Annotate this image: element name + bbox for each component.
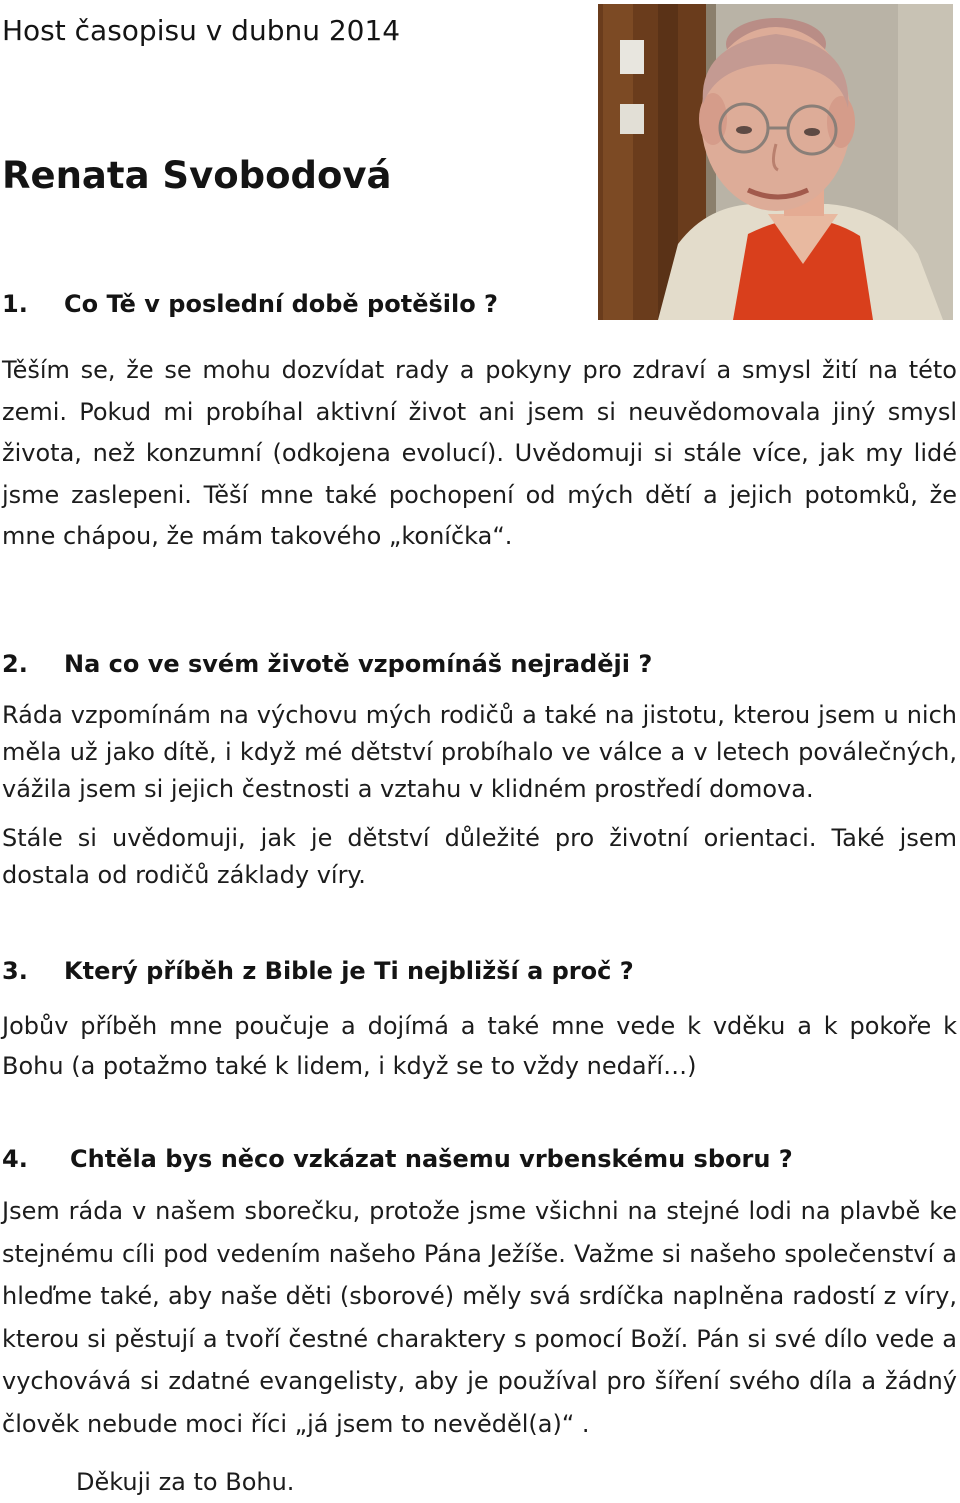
issue-kicker: Host časopisu v dubnu 2014 (2, 14, 401, 47)
answer-2-paragraph-2: Stále si uvědomuji, jak je dětství důležité pro životní orientaci. Také jsem dostala od rodičů základy víry. (2, 824, 957, 889)
answer-4: Jsem ráda v našem sborečku, protože jsme všichni na stejné lodi na plavbě ke stejnému cíli pod vedením našeho Pána Ježíše. Važme si našeho společenství a hleďme také, aby naše děti (sborové) měly svá srdíčka naplněna radostí z víry, kterou si pěstují a tvoří čestné charaktery s pomocí Boží. Pán si své dílo vede a vychovává si zdatné evangelisty, aby je používal pro šíření svého díla a žádný člověk nebude moci říci „já jsem to nevěděl(a)“ . (2, 1197, 957, 1438)
guest-name: Renata Svobodová (2, 154, 392, 197)
question-2-number: 2. (2, 650, 28, 678)
question-4-number: 4. (2, 1145, 28, 1173)
question-3 (2, 957, 634, 985)
question-1-text: Co Tě v poslední době potěšilo ? (64, 290, 498, 318)
question-3-number: 3. (2, 957, 28, 985)
answer-3: Jobův příběh mne poučuje a dojímá a také mne vede k vděku a k pokoře k Bohu (a potažmo také k lidem, i když se to vždy nedaří…) (2, 1012, 957, 1080)
question-3-text: Který příběh z Bible je Ti nejbližší a proč ? (64, 957, 634, 985)
question-4-text: Chtěla bys něco vzkázat našemu vrbenskému sboru ? (70, 1145, 793, 1173)
answer-2-paragraph-1: Ráda vzpomínám na výchovu mých rodičů a také na jistotu, kterou jsem u nich měla už jako dítě, i když mé dětství probíhalo ve válce a v letech poválečných, vážila jsem si jejich čestnosti a vztahu v klidném prostředí domova. (2, 701, 957, 803)
answer-1: Těším se, že se mohu dozvídat rady a pokyny pro zdraví a smysl žití na této zemi. Pokud mi probíhal aktivní život ani jsem si neuvědomovala jiný smysl života, než konzumní (odkojena evolucí). Uvědomuji si stále více, jak my lidé jsme zaslepeni. Těší mne také pochopení od mých dětí a jejich potomků, že mne chápou, že mám takového „koníčka“. (2, 356, 957, 550)
question-4 (2, 1145, 793, 1173)
portrait-photo (598, 4, 953, 320)
closing-line: Děkuji za to Bohu. (76, 1468, 295, 1496)
question-1-number: 1. (2, 290, 28, 318)
question-1 (2, 290, 498, 318)
question-2-text: Na co ve svém životě vzpomínáš nejraději ? (64, 650, 653, 678)
question-2 (2, 650, 652, 678)
